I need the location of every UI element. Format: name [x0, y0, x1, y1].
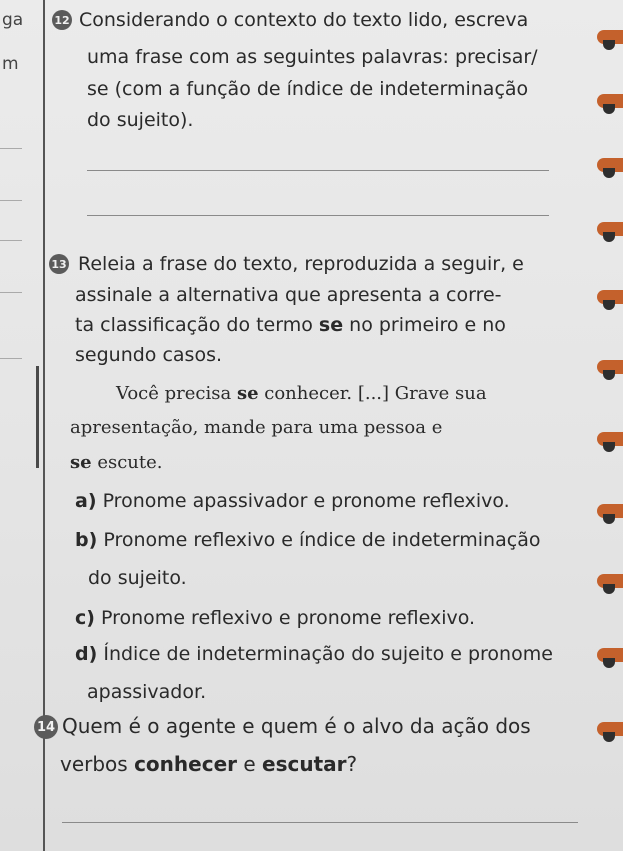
margin-fragment-2: m [2, 54, 19, 74]
option-a[interactable] [75, 489, 510, 513]
q12-line-3: se (com a função de índice de indeterminação [87, 78, 529, 100]
margin-dash [0, 240, 22, 241]
question-12-number-badge: 12 [52, 10, 72, 30]
quote-line-1 [116, 382, 487, 406]
q13-line-3 [75, 313, 506, 337]
spiral-binding-ring [597, 504, 623, 518]
option-b-continuation: do sujeito. [88, 567, 187, 589]
spiral-binding-ring [597, 648, 623, 662]
spiral-binding-ring [597, 222, 623, 236]
spiral-binding-ring [597, 432, 623, 446]
q12-line-2: uma frase com as seguintes palavras: precisar/ [87, 46, 538, 68]
q14-answer-line[interactable] [62, 822, 578, 823]
quote-line-3 [70, 451, 163, 475]
quote-line-3-end: escute. [91, 452, 163, 473]
q14-line-2-end: ? [346, 752, 358, 776]
question-14-number-badge: 14 [34, 715, 58, 739]
quote-line-1-bold: se [236, 383, 259, 404]
margin-fragment-1: ga [2, 10, 24, 30]
spiral-binding-ring [597, 290, 623, 304]
q14-line-2-start: verbos [60, 752, 135, 776]
q14-line-2 [60, 752, 357, 776]
spiral-binding-ring [597, 722, 623, 736]
option-d-continuation: apassivador. [87, 681, 207, 703]
spiral-binding-ring [597, 158, 623, 172]
q12-line-4: do sujeito). [87, 109, 194, 131]
question-13-number-badge: 13 [49, 254, 69, 274]
option-a-letter: a) [75, 490, 97, 512]
option-b[interactable] [75, 528, 540, 552]
q13-line-1: Releia a frase do texto, reproduzida a seguir, e [78, 253, 524, 275]
spiral-binding-ring [597, 360, 623, 374]
quote-bar [36, 366, 39, 468]
quote-line-1-start: Você precisa [116, 383, 237, 404]
q14-verb-conhecer: conhecer [134, 752, 237, 776]
quote-line-2: apresentação, mande para uma pessoa e [70, 417, 443, 438]
quote-line-1-end: conhecer. [...] Grave sua [258, 383, 487, 404]
spiral-binding-ring [597, 30, 623, 44]
option-d-text: Índice de indeterminação do sujeito e pronome [103, 643, 553, 665]
margin-dash [0, 358, 22, 359]
margin-dash [0, 200, 22, 201]
option-b-letter: b) [75, 529, 98, 551]
q13-line-4: segundo casos. [75, 344, 223, 366]
margin-dash [0, 148, 22, 149]
option-c[interactable] [75, 606, 475, 630]
q12-line-1: Considerando o contexto do texto lido, escreva [79, 9, 529, 31]
q14-verb-escutar: escutar [262, 752, 347, 776]
q14-line-2-mid: e [237, 752, 263, 776]
spiral-binding-ring [597, 574, 623, 588]
option-c-text: Pronome reflexivo e pronome reflexivo. [101, 607, 476, 629]
option-b-text: Pronome reflexivo e índice de indeterminação [103, 529, 541, 551]
q13-line-2: assinale a alternativa que apresenta a corre- [75, 284, 502, 306]
q12-answer-line-1[interactable] [87, 170, 549, 171]
q13-line-3-start: ta classificação do termo [75, 314, 319, 336]
option-d[interactable] [75, 642, 553, 666]
q14-line-1: Quem é o agente e quem é o alvo da ação dos [62, 714, 531, 738]
spiral-binding-ring [597, 94, 623, 108]
quote-line-3-bold: se [70, 452, 92, 473]
option-d-letter: d) [75, 643, 98, 665]
q12-answer-line-2[interactable] [87, 215, 549, 216]
q13-line-3-end: no primeiro e no [343, 314, 506, 336]
option-c-letter: c) [75, 607, 95, 629]
margin-dash [0, 292, 22, 293]
option-a-text: Pronome apassivador e pronome reflexivo. [102, 490, 510, 512]
q13-line-3-bold-term: se [318, 314, 344, 336]
